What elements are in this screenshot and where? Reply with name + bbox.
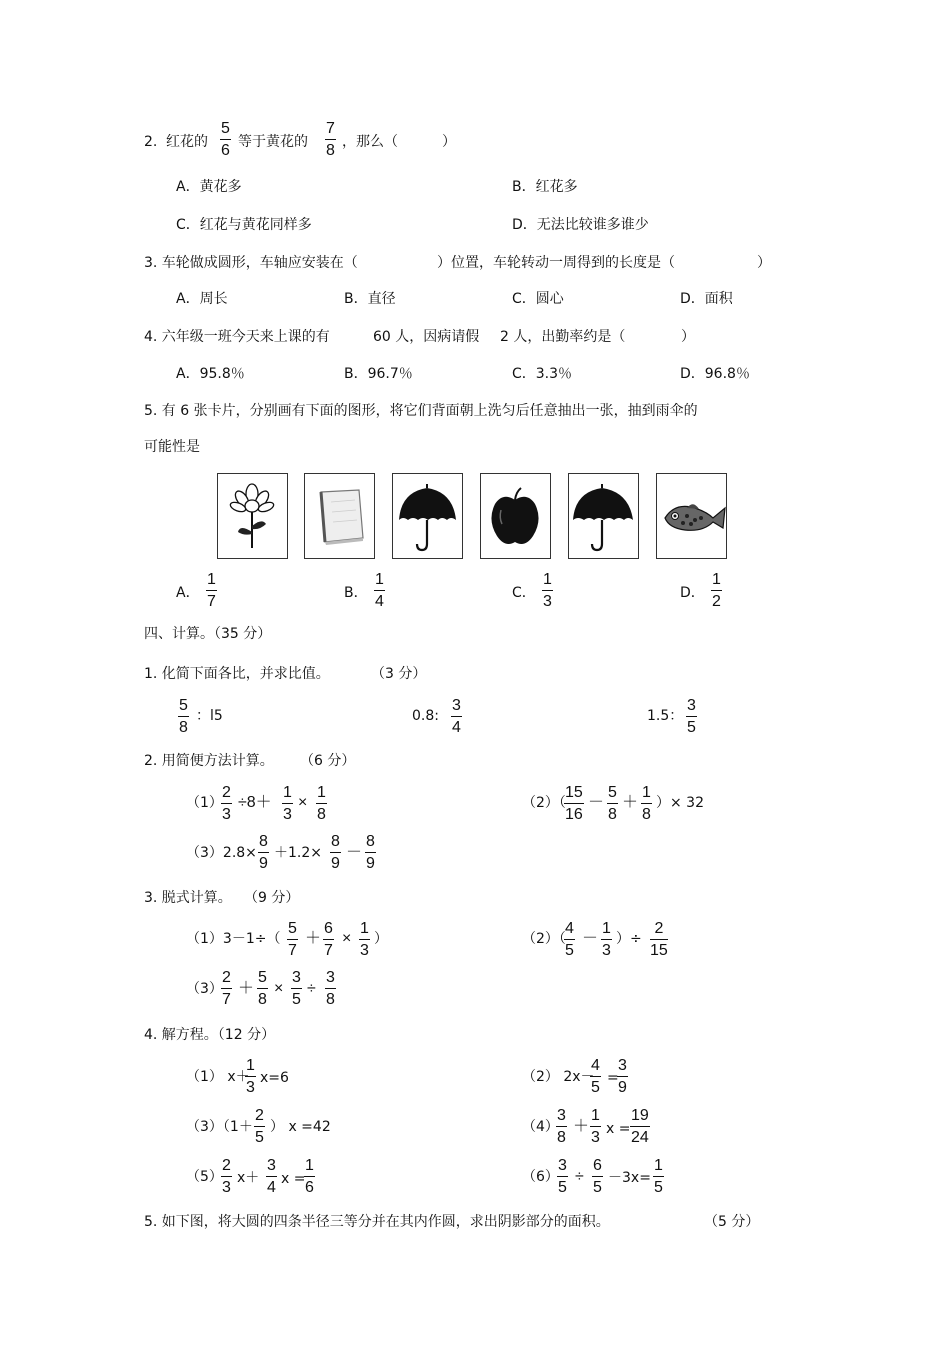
q2-option-d: D．无法比较谁多谁少 <box>512 217 649 233</box>
eq3-f1: 2 5 <box>255 1107 264 1146</box>
c3p3-f3: 3 5 <box>292 969 301 1008</box>
c2p1-f1: 2 3 <box>222 784 231 823</box>
calc-3-score: （9 分） <box>244 890 300 906</box>
c3p3-t2: × <box>274 980 284 997</box>
card-umbrella-2 <box>568 473 639 559</box>
q5-option-a-label: A． <box>176 585 200 601</box>
c2p2-t2: ＋ <box>622 794 639 811</box>
eq5-t1: x＋ <box>237 1170 260 1186</box>
c3p1-t3: ） <box>374 931 388 947</box>
q4-close: ） <box>681 329 695 345</box>
calc-1-c-fraction: 3 5 <box>687 697 696 736</box>
calc-3-title: 3. 脱式计算。 <box>144 890 232 906</box>
eq5-t2: x = <box>281 1171 306 1187</box>
q2-close: ） <box>442 134 456 150</box>
c3p3-t1: ＋ <box>238 980 255 997</box>
calc-5-score: （5 分） <box>704 1214 760 1230</box>
eq2-f2: 3 9 <box>618 1057 627 1096</box>
c2p3-t2: － <box>346 844 363 861</box>
q5-line-2: 可能性是 <box>144 439 200 455</box>
q4-n1: 60 人，因病请假 <box>373 329 480 345</box>
c2p3-t1: ＋1.2× <box>274 845 322 861</box>
q2-option-c: C．红花与黄花同样多 <box>176 217 312 233</box>
q2-fraction-1: 5 6 <box>221 120 230 159</box>
eq4-t1: ＋ <box>573 1118 590 1135</box>
c3p3-f2: 5 8 <box>258 969 267 1008</box>
eq4-f1: 3 8 <box>557 1107 566 1146</box>
q5-option-d-fraction: 1 2 <box>712 571 721 610</box>
c2p1-t2: × <box>298 794 308 811</box>
calc-3-p2-label: （2）（ <box>522 931 566 947</box>
q2-fraction-2: 7 8 <box>326 120 335 159</box>
c2p2-f3: 1 8 <box>642 784 651 823</box>
eq5-f2: 3 4 <box>267 1157 276 1196</box>
c2p1-t1: ÷8＋ <box>238 794 272 811</box>
q5-option-a-fraction: 1 7 <box>207 571 216 610</box>
c3p3-t3: ÷ <box>307 980 316 997</box>
eq6-f1: 3 5 <box>558 1157 567 1196</box>
q3-mid: ）位置，车轮转动一周得到的长度是（ <box>437 255 675 271</box>
c3p1-t2: × <box>342 930 352 947</box>
c2p3-f2: 8 9 <box>331 833 340 872</box>
q3-option-a: A．周长 <box>176 291 228 307</box>
calc-2-p2-label: （2）（ <box>522 795 566 811</box>
eq-3-label: （3）（1＋ <box>186 1119 253 1135</box>
c2p1-f3: 1 8 <box>317 784 326 823</box>
eq1-f1: 1 3 <box>246 1057 255 1096</box>
eq6-t1: ÷ <box>575 1168 584 1185</box>
calc-2-p1-label: （1） <box>186 795 223 811</box>
c3p3-f4: 3 8 <box>326 969 335 1008</box>
fish-icon <box>657 474 726 558</box>
q5-option-c-label: C． <box>512 585 536 601</box>
q4-option-a: A．95.8％ <box>176 366 245 382</box>
c3p1-f3: 1 3 <box>360 920 369 959</box>
c3p1-t1: ＋ <box>305 930 322 947</box>
q5-option-b-fraction: 1 4 <box>375 571 384 610</box>
q5-option-d-label: D． <box>680 585 705 601</box>
c2p3-f1: 8 9 <box>259 833 268 872</box>
eq3-t1: ） x =42 <box>270 1119 331 1135</box>
calc-1-b-fraction: 3 4 <box>452 697 461 736</box>
eq6-t2: －3x= <box>608 1170 651 1186</box>
c3p2-f3: 2 15 <box>650 920 668 959</box>
calc-2-title: 2. 用简便方法计算。 <box>144 753 274 769</box>
eq-5-label: （5） <box>186 1169 223 1185</box>
calc-1-a-text: ：l5 <box>196 708 223 724</box>
card-umbrella-1 <box>392 473 463 559</box>
calc-1-b-prefix: 0.8: <box>412 708 439 724</box>
c3p2-f2: 1 3 <box>602 920 611 959</box>
c2p2-f1: 15 16 <box>565 784 583 823</box>
q4-n2: 2 人，出勤率约是（ <box>500 329 626 345</box>
book-icon <box>305 474 374 558</box>
q2-mid: 等于黄花的 <box>238 134 308 150</box>
calc-2-score: （6 分） <box>300 753 356 769</box>
eq2-f1: 4 5 <box>591 1057 600 1096</box>
eq5-f1: 2 3 <box>222 1157 231 1196</box>
umbrella-icon <box>569 474 638 558</box>
calc-1-a-fraction: 5 8 <box>179 697 188 736</box>
c3p2-t1: － <box>582 930 599 947</box>
q3-option-b: B．直径 <box>344 291 396 307</box>
calc-4-title: 4. 解方程。（12 分） <box>144 1027 276 1043</box>
calc-3-p1-label: （1）3－1÷（ <box>186 931 281 947</box>
c2p1-f2: 1 3 <box>283 784 292 823</box>
q4-option-b: B．96.7％ <box>344 366 413 382</box>
c2p2-t3: ）× 32 <box>656 795 704 811</box>
eq4-f3: 19 24 <box>631 1107 649 1146</box>
q3-option-c: C．圆心 <box>512 291 564 307</box>
c3p3-f1: 2 7 <box>222 969 231 1008</box>
eq5-f3: 1 6 <box>305 1157 314 1196</box>
q3-text: 3. 车轮做成圆形，车轴应安装在（ <box>144 255 358 271</box>
card-book <box>304 473 375 559</box>
q5-option-c-fraction: 1 3 <box>543 571 552 610</box>
card-flower <box>217 473 288 559</box>
section-4-title: 四、计算。（35 分） <box>144 626 272 642</box>
eq-6-label: （6） <box>522 1169 559 1185</box>
q4-text: 4. 六年级一班今天来上课的有 <box>144 329 330 345</box>
eq6-f2: 6 5 <box>593 1157 602 1196</box>
calc-1-c-prefix: 1.5： <box>647 708 684 724</box>
q2-option-b: B．红花多 <box>512 179 578 195</box>
q3-close: ） <box>757 255 771 271</box>
card-fish <box>656 473 727 559</box>
apple-icon <box>481 474 550 558</box>
eq-4-label: （4） <box>522 1119 559 1135</box>
q5-option-b-label: B． <box>344 585 368 601</box>
calc-1-score: （3 分） <box>371 666 427 682</box>
eq6-f3: 1 5 <box>654 1157 663 1196</box>
c2p2-f2: 5 8 <box>608 784 617 823</box>
q2-pre: 红花的 <box>166 134 208 150</box>
q4-option-c: C．3.3％ <box>512 366 573 382</box>
q3-option-d: D．面积 <box>680 291 733 307</box>
eq4-t2: x = <box>606 1121 631 1137</box>
q5-line-1: 5. 有 6 张卡片，分别画有下面的图形，将它们背面朝上洗匀后任意抽出一张，抽到雨伞的 <box>144 403 698 419</box>
c3p2-f1: 4 5 <box>565 920 574 959</box>
eq-2-label: （2） 2x－ <box>522 1069 595 1085</box>
eq1-t1: x=6 <box>260 1070 289 1086</box>
c3p1-f2: 6 7 <box>324 920 333 959</box>
calc-3-p3-label: （3） <box>186 981 223 997</box>
card-apple <box>480 473 551 559</box>
calc-1-title: 1. 化简下面各比，并求比值。 <box>144 666 330 682</box>
calc-5-title: 5. 如下图，将大圆的四条半径三等分并在其内作圆，求出阴影部分的面积。 <box>144 1214 610 1230</box>
flower-icon <box>218 474 287 558</box>
c3p1-f1: 5 7 <box>288 920 297 959</box>
q2-post: ，那么（ <box>342 134 398 150</box>
c2p2-t1: － <box>588 794 605 811</box>
q4-option-d: D．96.8％ <box>680 366 750 382</box>
umbrella-icon <box>393 474 462 558</box>
q2-number: 2. <box>144 134 158 150</box>
calc-2-p3-label: （3）2.8× <box>186 845 257 861</box>
eq-1-label: （1） x＋ <box>186 1069 250 1085</box>
c3p2-t2: ）÷ <box>616 931 642 947</box>
eq4-f2: 1 3 <box>591 1107 600 1146</box>
eq2-t1: = <box>607 1070 619 1086</box>
q2-option-a: A．黄花多 <box>176 179 242 195</box>
c2p3-f3: 8 9 <box>366 833 375 872</box>
